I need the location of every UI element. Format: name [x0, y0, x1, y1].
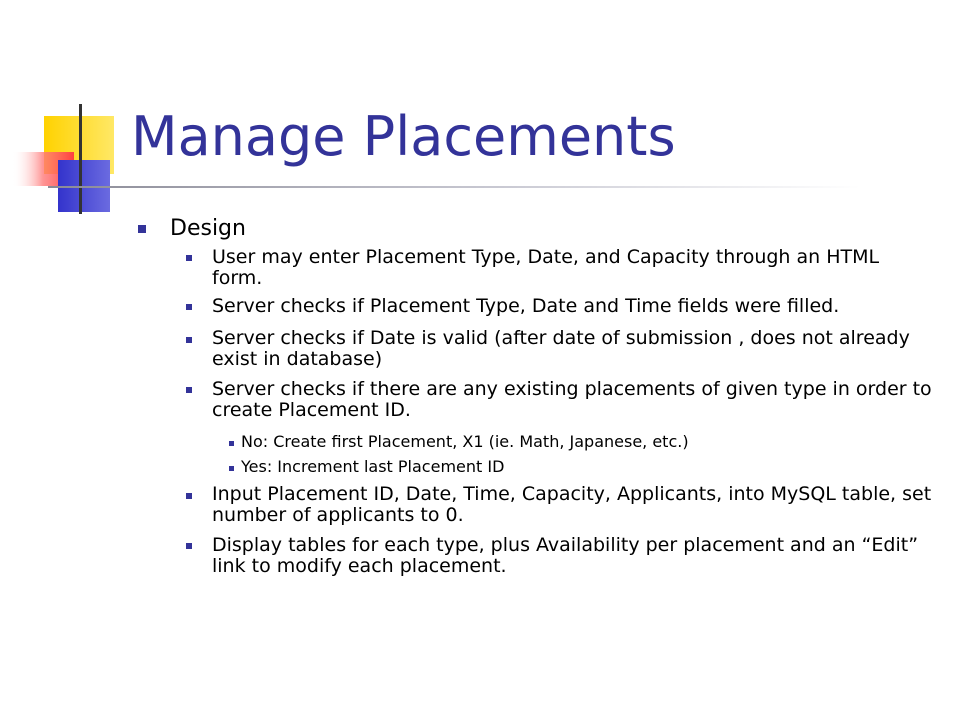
bullet-square-icon	[186, 493, 192, 499]
bullet-item-level1: Design	[170, 216, 246, 241]
bullet-square-icon	[138, 225, 146, 233]
slide-title: Manage Placements	[131, 105, 676, 168]
bullet-square-icon	[229, 466, 234, 471]
bullet-square-icon	[186, 304, 192, 310]
bullet-item-level2: Input Placement ID, Date, Time, Capacity, Applicants, into MySQL table, set number of applicants to 0.	[212, 483, 932, 526]
bullet-item-level3: No: Create first Placement, X1 (ie. Math, Japanese, etc.)	[241, 432, 689, 451]
bullet-square-icon	[186, 337, 192, 343]
bullet-item-level2: Server checks if there are any existing placements of given type in order to create Placement ID.	[212, 378, 932, 421]
bullet-item-level2: Server checks if Date is valid (after date of submission , does not already exist in database)	[212, 327, 910, 370]
bullet-item-level2: User may enter Placement Type, Date, and Capacity through an HTML form.	[212, 246, 880, 289]
bullet-item-level3: Yes: Increment last Placement ID	[241, 457, 505, 476]
bullet-square-icon	[186, 255, 192, 261]
bullet-square-icon	[229, 441, 234, 446]
bullet-item-level2: Server checks if Placement Type, Date and Time fields were filled.	[212, 295, 840, 317]
bullet-square-icon	[186, 387, 192, 393]
bullet-item-level2: Display tables for each type, plus Availability per placement and an “Edit” link to modify each placement.	[212, 534, 919, 577]
bullet-square-icon	[186, 543, 192, 549]
